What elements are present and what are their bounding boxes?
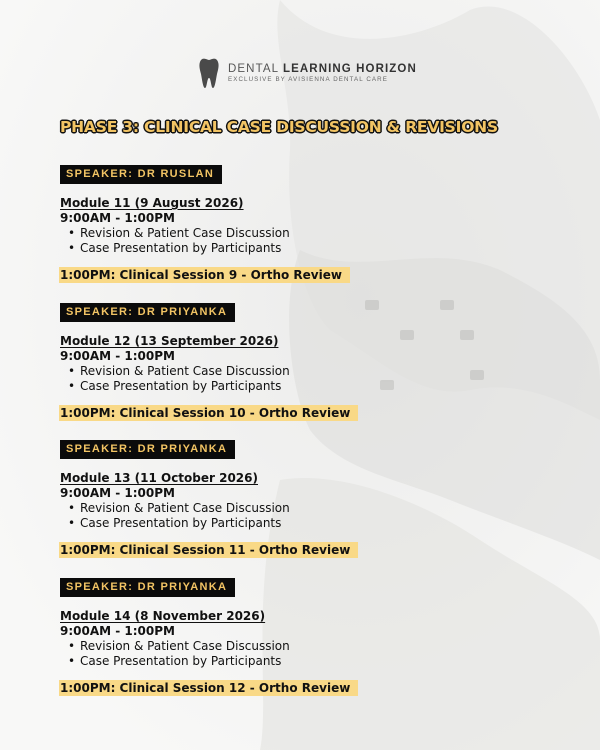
module-topics	[60, 226, 360, 256]
brand-tagline: EXCLUSIVE BY AVISIENNA DENTAL CARE	[228, 76, 388, 83]
list-item: • Revision & Patient Case Discussion	[68, 639, 360, 654]
module-block-13	[60, 437, 360, 558]
clinical-session-highlight: 1:00PM: Clinical Session 9 - Ortho Review	[59, 267, 350, 283]
module-time: 9:00AM - 1:00PM	[60, 349, 175, 363]
module-block-14	[60, 575, 360, 696]
module-block-11	[60, 162, 360, 283]
module-title: Module 12 (13 September 2026)	[60, 334, 279, 348]
speaker-badge: SPEAKER: DR PRIYANKA	[60, 303, 235, 322]
phase-title: PHASE 3: CLINICAL CASE DISCUSSION & REVISIONS	[60, 118, 498, 136]
module-title: Module 11 (9 August 2026)	[60, 196, 244, 210]
clinical-session-highlight: 1:00PM: Clinical Session 12 - Ortho Review	[59, 680, 358, 696]
module-time: 9:00AM - 1:00PM	[60, 486, 175, 500]
module-title: Module 13 (11 October 2026)	[60, 471, 258, 485]
list-item: • Case Presentation by Participants	[68, 654, 360, 669]
module-topics	[60, 501, 360, 531]
speaker-badge: SPEAKER: DR PRIYANKA	[60, 440, 235, 459]
module-time: 9:00AM - 1:00PM	[60, 211, 175, 225]
module-title: Module 14 (8 November 2026)	[60, 609, 266, 623]
speaker-badge: SPEAKER: DR RUSLAN	[60, 165, 222, 184]
brand-header	[198, 57, 417, 89]
brand-name: DENTAL LEARNING HORIZON	[228, 63, 417, 75]
clinical-session-highlight: 1:00PM: Clinical Session 11 - Ortho Review	[59, 542, 358, 558]
module-topics	[60, 364, 360, 394]
tooth-logo-icon	[198, 57, 220, 89]
speaker-badge: SPEAKER: DR PRIYANKA	[60, 578, 235, 597]
module-time: 9:00AM - 1:00PM	[60, 624, 175, 638]
list-item: • Case Presentation by Participants	[68, 516, 360, 531]
list-item: • Revision & Patient Case Discussion	[68, 226, 360, 241]
list-item: • Revision & Patient Case Discussion	[68, 364, 360, 379]
module-topics	[60, 639, 360, 669]
list-item: • Revision & Patient Case Discussion	[68, 501, 360, 516]
list-item: • Case Presentation by Participants	[68, 379, 360, 394]
clinical-session-highlight: 1:00PM: Clinical Session 10 - Ortho Review	[59, 405, 358, 421]
module-block-12	[60, 300, 360, 421]
list-item: • Case Presentation by Participants	[68, 241, 360, 256]
